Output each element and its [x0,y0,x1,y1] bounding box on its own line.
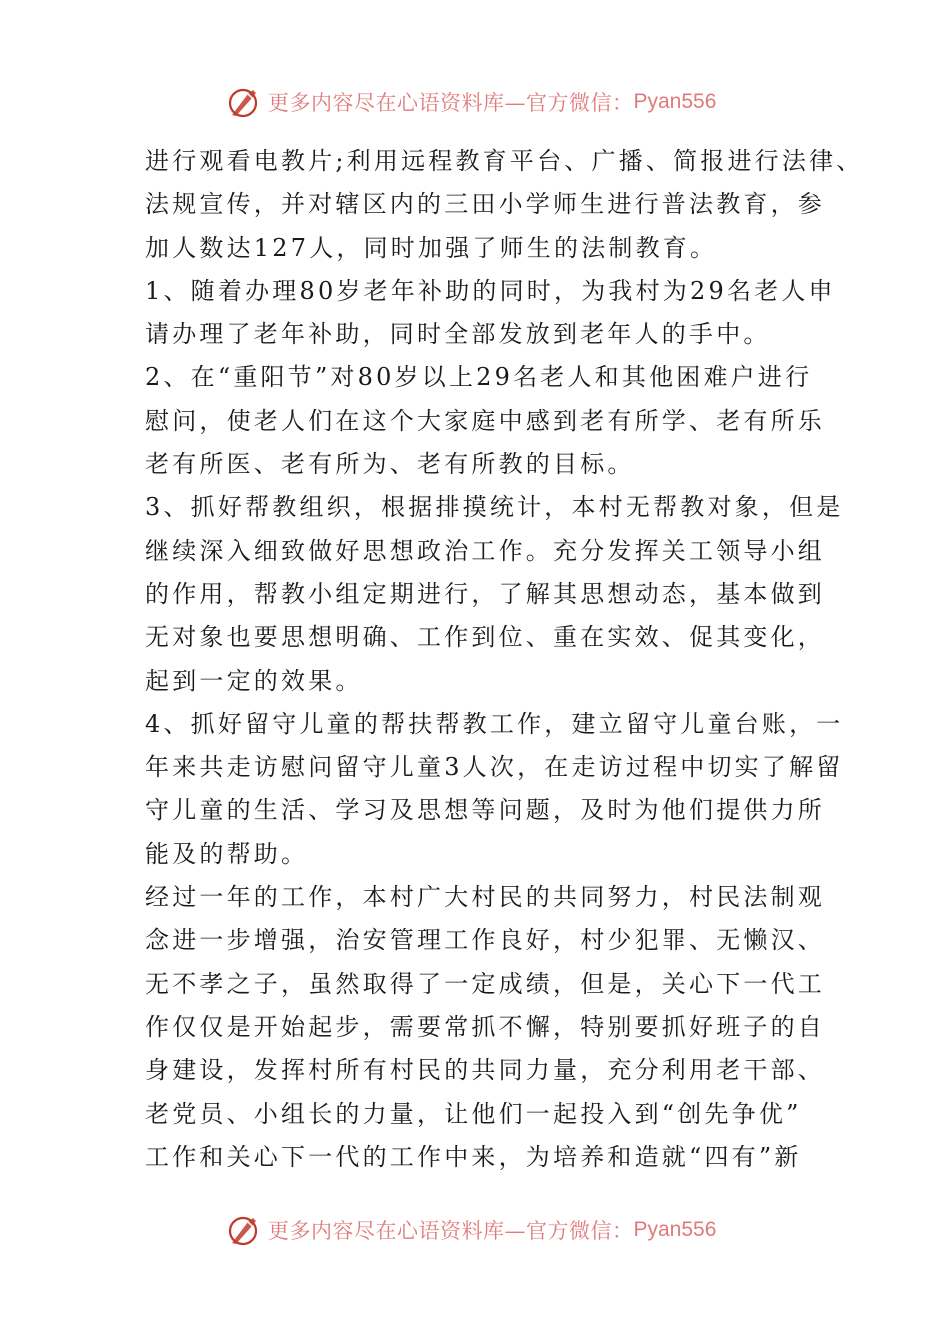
text-line: 经过一年的工作，本村广大村民的共同努力，村民法制观 [145,883,825,912]
text-line: 工作和关心下一代的工作中来，为培养和造就“四有”新 [145,1142,802,1171]
text-line: 老党员、小组长的力量，让他们一起投入到“创先争优” [145,1099,802,1128]
pen-circle-icon [226,1212,262,1248]
text-line: 念进一步增强，治安管理工作良好，村少犯罪、无懒汉、 [145,926,825,955]
document-body [145,140,864,1179]
text-line: 慰问，使老人们在这个大家庭中感到老有所学、老有所乐 [145,406,825,435]
text-line: 身建设，发挥村所有村民的共同力量，充分利用老干部、 [145,1056,825,1085]
text-line: 作仅仅是开始起步，需要常抓不懈，特别要抓好班子的自 [145,1012,825,1041]
text-line: 请办理了老年补助，同时全部发放到老年人的手中。 [145,320,771,349]
text-line: 2、在“重阳节”对80岁以上29名老人和其他困难户进行 [145,363,813,392]
pen-circle-icon [226,84,262,120]
text-line: 1、随着办理80岁老年补助的同时，为我村为29名老人申 [145,276,836,305]
header-watermark-banner [226,82,726,122]
text-line: 无对象也要思想明确、工作到位、重在实效、促其变化， [145,623,825,652]
text-line: 老有所医、老有所为、老有所教的目标。 [145,450,635,479]
text-line: 4、抓好留守儿童的帮扶帮教工作，建立留守儿童台账，一 [145,709,844,738]
text-line: 法规宣传，并对辖区内的三田小学师生进行普法教育，参 [145,190,825,219]
text-line: 守儿童的生活、学习及思想等问题，及时为他们提供力所 [145,796,825,825]
footer-watermark-banner [226,1210,726,1250]
text-line: 进行观看电教片;利用远程教育平台、广播、简报进行法律、 [145,147,864,175]
text-line: 的作用，帮教小组定期进行，了解其思想动态，基本做到 [145,579,825,608]
text-line: 3、抓好帮教组织，根据排摸统计，本村无帮教对象，但是 [145,493,844,522]
text-line: 起到一定的效果。 [145,666,363,695]
watermark-handle: Pyan556 [633,90,717,113]
text-line: 无不孝之子，虽然取得了一定成绩，但是，关心下一代工 [145,969,825,998]
watermark-handle: Pyan556 [633,1218,717,1241]
watermark-text: 更多内容尽在心语资料库—官方微信： [268,1219,634,1243]
text-line: 继续深入细致做好思想政治工作。充分发挥关工领导小组 [145,536,825,565]
watermark-text: 更多内容尽在心语资料库—官方微信： [268,91,634,115]
text-line: 年来共走访慰问留守儿童3人次，在走访过程中切实了解留 [145,753,844,782]
text-line: 能及的帮助。 [145,839,309,868]
text-line: 加人数达127人，同时加强了师生的法制教育。 [145,233,718,262]
